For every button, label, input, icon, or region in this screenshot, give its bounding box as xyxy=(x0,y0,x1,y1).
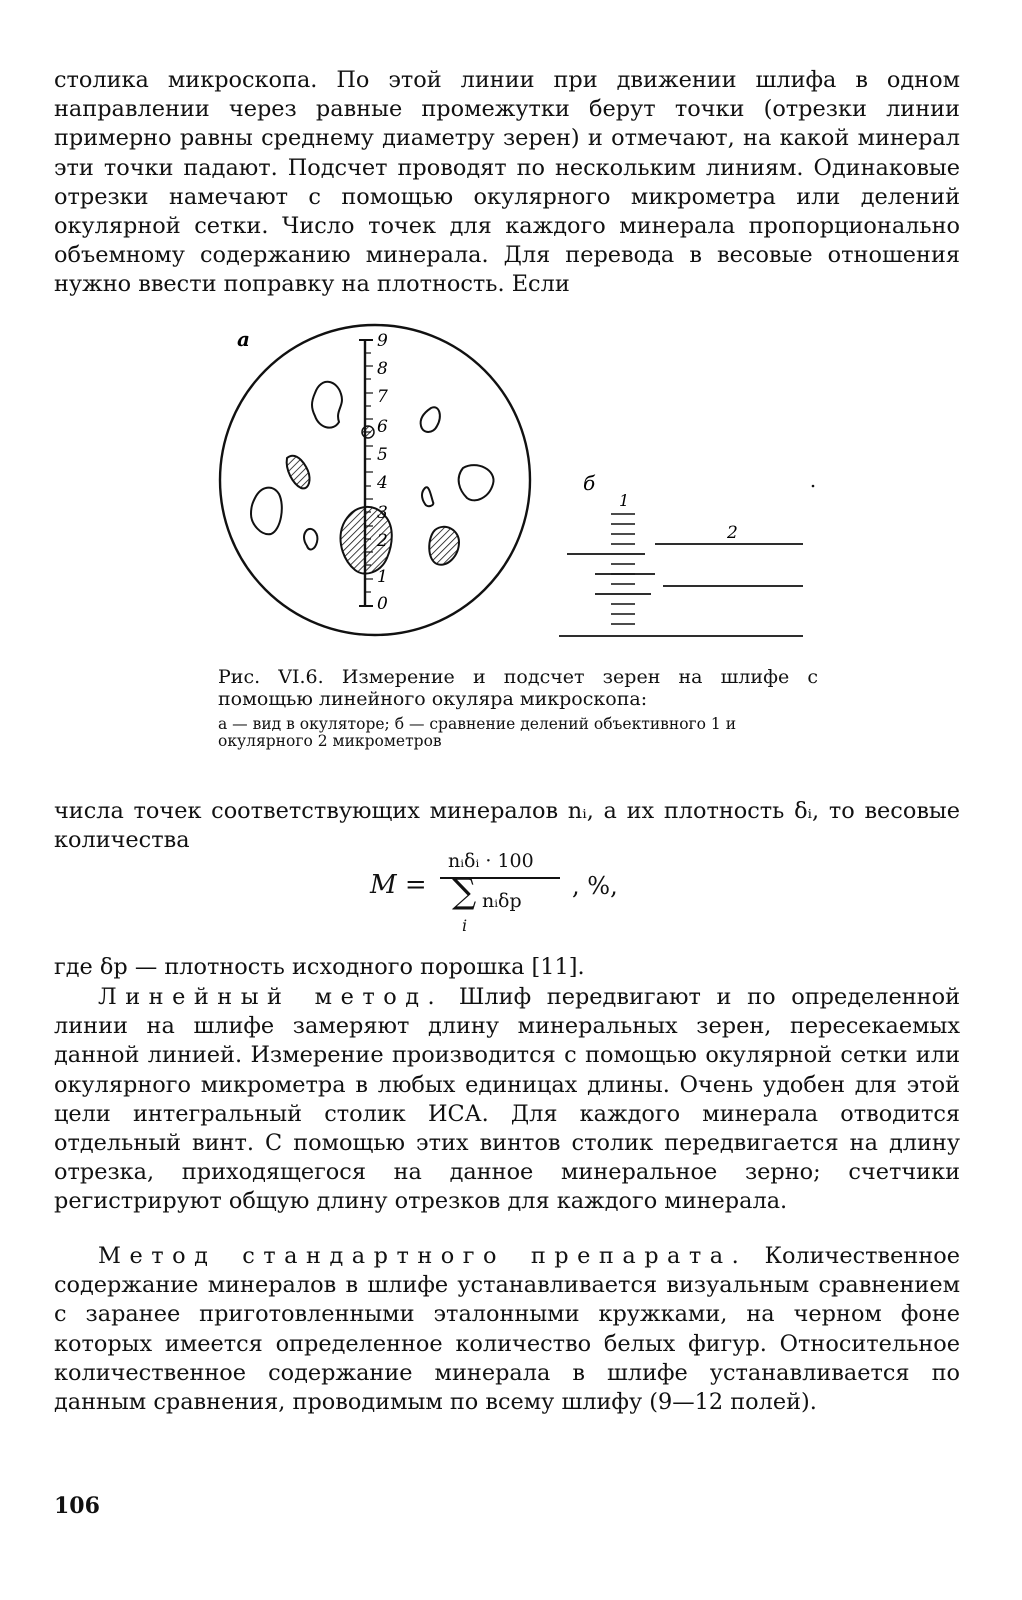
scale-number-2: 2 xyxy=(377,531,388,551)
grain xyxy=(421,407,440,432)
scale-number-1: 1 xyxy=(377,567,388,587)
formula-lhs: M = xyxy=(370,870,427,900)
long-lines xyxy=(559,544,803,636)
label-objective-micrometer: 1 xyxy=(619,491,630,510)
scale-number-6: 6 xyxy=(377,417,388,437)
formula-weight-amount xyxy=(370,842,670,938)
grain-hatched xyxy=(287,456,310,489)
scale-number-9: 9 xyxy=(377,331,388,351)
eyepiece-field-circle xyxy=(220,325,530,635)
grain xyxy=(312,382,342,428)
figure-caption xyxy=(218,666,818,750)
paragraph-formula-intro: числа точек соответствующих минералов nᵢ, а их плотность δᵢ, то весовые количества xyxy=(54,798,960,854)
heading-linear-method: Линейный метод. xyxy=(98,984,444,1010)
formula-denominator: nᵢδр xyxy=(482,890,522,912)
paragraph-intro: столика микроскопа. По этой линии при движении шлифа в одном направлении через равные промежутки берут точки (отрезки линии примерно равны среднему диаметру зерен) и отмечают, на какой минерал эти точки падают. Подсчет проводят по нескольким линиям. Одинаковые отрезки намечают с помощью окулярного микрометра или делений окулярной сетки. Число точек для каждого минерала пропорционально объемному содержанию минерала. Для перевода в весовые отношения нужно ввести поправку на плотность. Если xyxy=(54,67,960,298)
scale-number-7: 7 xyxy=(377,387,388,407)
formula-sum-index: i xyxy=(462,916,468,935)
speck xyxy=(812,485,815,488)
scale-number-5: 5 xyxy=(377,445,388,465)
grain-hatched xyxy=(429,527,459,565)
paragraph-density-note: где δр — плотность исходного порошка [11]. xyxy=(54,954,585,980)
scale-number-4: 4 xyxy=(377,473,388,493)
scale-number-0: 0 xyxy=(377,594,388,614)
body-standard-method: Количественное содержание минералов в шлифе устанавливается визуальным сравнением с заранее приготовленными эталонными кружками, на черном фоне которых имеется определенное количество белых фигур. Относительное количественное содержание минерала в шлифе устанавливается по данным сравнения, проводимым по всему шлифу (9—12 полей). xyxy=(54,1243,960,1416)
grain xyxy=(459,465,494,500)
paragraph-standard-method xyxy=(54,1242,960,1417)
label-ocular-micrometer: 2 xyxy=(727,523,738,543)
caption-legend: а — вид в окуляторе; б — сравнение делений объективного 1 и окулярного 2 микрометров xyxy=(218,715,737,750)
caption-title: Рис. VI.6. Измерение и подсчет зерен на шлифе с помощью линейного окуляра микроскопа: xyxy=(218,666,818,710)
figure-microscope-view xyxy=(215,318,815,653)
figure-label-a: а xyxy=(237,327,250,351)
formula-sum-symbol: ∑ xyxy=(452,872,477,912)
figure-label-b: б xyxy=(583,471,596,495)
formula-numerator: nᵢδᵢ · 100 xyxy=(448,850,534,872)
heading-standard-method: Метод стандартного препарата. xyxy=(98,1243,748,1269)
objective-micrometer-ticks xyxy=(611,514,635,624)
paragraph-linear-method xyxy=(54,983,960,1217)
grain xyxy=(304,529,317,550)
grain xyxy=(422,487,433,506)
scale-marker-point xyxy=(362,426,374,438)
scale-number-8: 8 xyxy=(377,359,388,379)
formula-unit: , %, xyxy=(572,872,618,900)
grain xyxy=(251,488,282,535)
body-linear-method: Шлиф передвигают и по определенной линии на шлифе замеряют длину минеральных зерен, пересекаемых данной линией. Измерение производится с помощью окулярной сетки или окулярного микрометра в любых единицах длины. Очень удобен для этой цели интегральный столик ИСА. Для каждого минерала отводится отдельный винт. С помощью этих винтов столик передвигается на длину отрезка, приходящегося на данное минеральное зерно; счетчики регистрируют общую длину отрезков для каждого минерала. xyxy=(54,984,960,1215)
scale-number-3: 3 xyxy=(377,503,388,523)
page-number: 106 xyxy=(54,1493,100,1519)
